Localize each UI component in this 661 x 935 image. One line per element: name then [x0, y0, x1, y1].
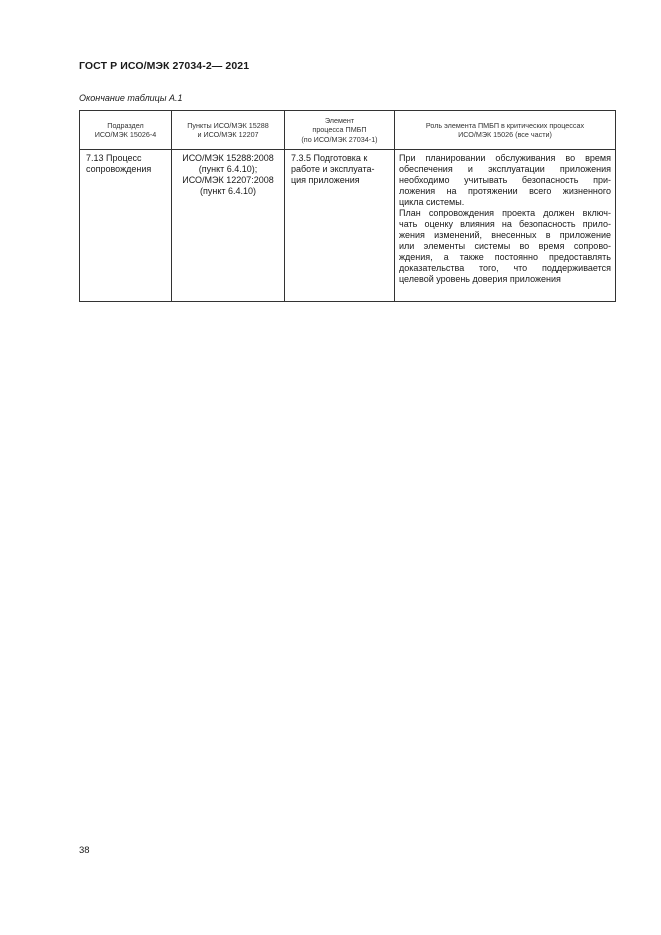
role-line: ждения, а также постоянно предоставлять	[399, 252, 611, 262]
role-line: цикла системы.	[399, 197, 465, 207]
role-line: доказательства того, что поддерживается	[399, 263, 611, 273]
header-role	[395, 111, 616, 150]
header-line: ИСО/МЭК 15026-4	[94, 130, 157, 139]
cell-line: работе и эксплуата-	[291, 164, 375, 174]
cell-element	[285, 150, 395, 302]
header-line: ИСО/МЭК 15026 (все части)	[458, 130, 552, 139]
header-line: и ИСО/МЭК 12207	[197, 130, 259, 139]
cell-role	[395, 150, 616, 302]
cell-clauses	[172, 150, 285, 302]
table-caption: Окончание таблицы А.1	[79, 93, 183, 103]
role-line: План сопровождения проекта должен включ-	[399, 208, 611, 218]
header-line: (по ИСО/МЭК 27034-1)	[301, 134, 378, 144]
table-row	[80, 150, 616, 302]
header-clauses	[172, 111, 285, 150]
role-line: обеспечения и эксплуатации приложения	[399, 164, 611, 174]
standards-table	[79, 110, 616, 302]
cell-line: 7.3.5 Подготовка к	[291, 153, 368, 163]
table-header-row	[80, 111, 616, 150]
header-subsection	[80, 111, 172, 150]
role-line: или элементы системы во время сопрово-	[399, 241, 611, 251]
document-header: ГОСТ Р ИСО/МЭК 27034-2— 2021	[79, 60, 250, 72]
role-line: чать оценку влияния на безопасность прило-	[399, 219, 611, 229]
cell-line: ИСО/МЭК 15288:2008	[182, 153, 274, 163]
role-line: При планировании обслуживания во время	[399, 153, 611, 163]
header-line: Элемент	[324, 115, 355, 125]
cell-line: ИСО/МЭК 12207:2008	[182, 175, 274, 185]
header-line: Пункты ИСО/МЭК 15288	[187, 120, 269, 130]
header-line: Подраздел	[107, 120, 144, 130]
cell-line: 7.13 Процесс	[86, 153, 142, 163]
role-line: ложения на протяжении всего жизненного	[399, 186, 611, 196]
role-line: необходимо учитывать безопасность при-	[399, 175, 611, 185]
cell-line: (пункт 6.4.10);	[198, 164, 258, 174]
header-element	[285, 111, 395, 150]
page-number: 38	[79, 845, 90, 856]
role-line: жения изменений, внесенных в приложение	[399, 230, 611, 240]
header-line: Роль элемента ПМБП в критических процессах	[425, 120, 585, 130]
header-line: процесса ПМБП	[312, 125, 367, 135]
cell-subsection	[80, 150, 172, 302]
cell-line: (пункт 6.4.10)	[199, 186, 257, 196]
role-line: целевой уровень доверия приложения	[399, 274, 561, 284]
cell-line: ция приложения	[291, 175, 360, 185]
cell-line: сопровождения	[86, 164, 152, 174]
